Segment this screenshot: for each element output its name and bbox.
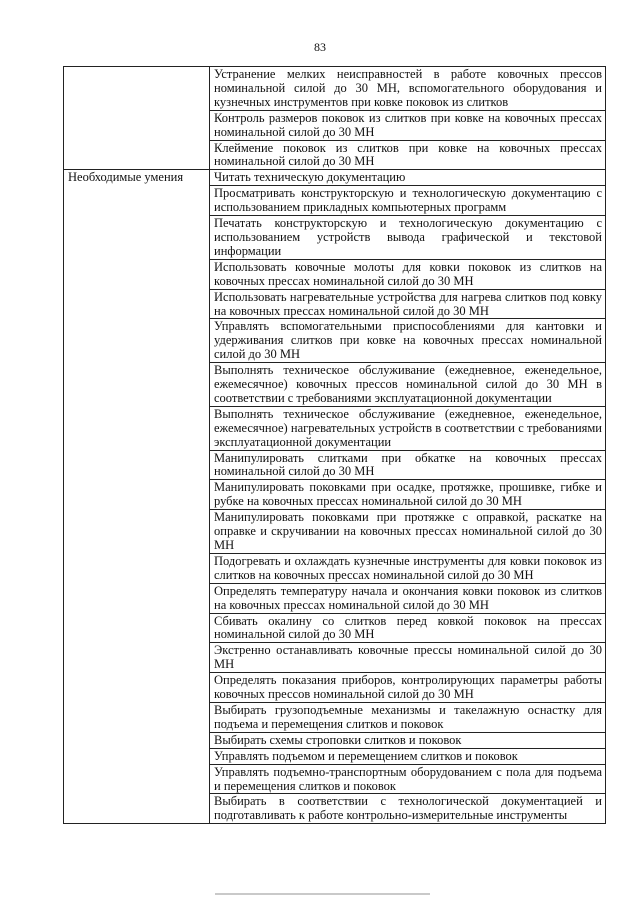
row-label-cell xyxy=(64,732,210,748)
row-text-cell: Использовать нагревательные устройства для нагрева слитков под ковку на ковочных прессах номинальной силой до 30 МН xyxy=(210,289,606,319)
table-row xyxy=(64,748,606,764)
table-row xyxy=(64,702,606,732)
table-row xyxy=(64,319,606,363)
row-text-cell: Выполнять техническое обслуживание (ежедневное, еженедельное, ежемесячное) ковочных прессов номинальной силой до 30 МН в соответствии с требованиями эксплуатационной документации xyxy=(210,363,606,407)
table-row xyxy=(64,110,606,140)
page-number: 83 xyxy=(314,40,326,54)
row-text-cell: Выбирать грузоподъемные механизмы и такелажную оснастку для подъема и перемещения слитков и поковок xyxy=(210,702,606,732)
row-label-cell: Необходимые умения xyxy=(64,170,210,186)
table-row xyxy=(64,67,606,111)
row-text-cell: Определять показания приборов, контролирующих параметры работы ковочных прессов номинальной силой до 30 МН xyxy=(210,673,606,703)
table-row xyxy=(64,140,606,170)
row-text-cell: Читать техническую документацию xyxy=(210,170,606,186)
row-label-cell xyxy=(64,613,210,643)
row-label-cell xyxy=(64,764,210,794)
row-label-cell xyxy=(64,794,210,824)
table-row xyxy=(64,613,606,643)
table-row xyxy=(64,363,606,407)
row-text-cell: Устранение мелких неисправностей в работе ковочных прессов номинальной силой до 30 МН, вспомогательного оборудования и кузнечных инструментов при ковке поковок из слитков xyxy=(210,67,606,111)
table-row xyxy=(64,450,606,480)
scan-edge-mark xyxy=(215,893,430,895)
row-label-cell xyxy=(64,186,210,216)
row-text-cell: Просматривать конструкторскую и технологическую документацию с использованием прикладных компьютерных программ xyxy=(210,186,606,216)
table-row xyxy=(64,732,606,748)
table-row xyxy=(64,583,606,613)
row-text-cell: Сбивать окалину со слитков перед ковкой поковок на прессах номинальной силой до 30 МН xyxy=(210,613,606,643)
row-text-cell: Выполнять техническое обслуживание (ежедневное, еженедельное, ежемесячное) нагревательных устройств в соответствии с требованиями эксплуатационной документации xyxy=(210,406,606,450)
row-text-cell: Экстренно останавливать ковочные прессы номинальной силой до 30 МН xyxy=(210,643,606,673)
row-label-cell xyxy=(64,406,210,450)
row-label-cell xyxy=(64,480,210,510)
table-row xyxy=(64,643,606,673)
row-label-cell xyxy=(64,553,210,583)
table-row xyxy=(64,794,606,824)
table-row xyxy=(64,764,606,794)
row-text-cell: Подогревать и охлаждать кузнечные инструменты для ковки поковок из слитков на ковочных прессах номинальной силой до 30 МН xyxy=(210,553,606,583)
row-text-cell: Определять температуру начала и окончания ковки поковок из слитков на ковочных прессах номинальной силой до 30 МН xyxy=(210,583,606,613)
competency-table xyxy=(63,66,606,824)
row-label-cell xyxy=(64,216,210,260)
row-label-cell xyxy=(64,673,210,703)
row-text-cell: Выбирать схемы строповки слитков и поковок xyxy=(210,732,606,748)
row-label-cell xyxy=(64,259,210,289)
row-label-cell xyxy=(64,140,210,170)
row-text-cell: Управлять подъемом и перемещением слитков и поковок xyxy=(210,748,606,764)
table-row xyxy=(64,480,606,510)
table-row xyxy=(64,553,606,583)
table-row xyxy=(64,406,606,450)
row-label-cell xyxy=(64,67,210,111)
table-row xyxy=(64,289,606,319)
row-label-cell xyxy=(64,583,210,613)
table-row xyxy=(64,673,606,703)
row-label-cell xyxy=(64,363,210,407)
table-body xyxy=(64,67,606,824)
row-text-cell: Манипулировать поковками при осадке, протяжке, прошивке, гибке и рубке на ковочных прессах номинальной силой до 30 МН xyxy=(210,480,606,510)
row-text-cell: Выбирать в соответствии с технологической документацией и подготавливать к работе контрольно-измерительные инструменты xyxy=(210,794,606,824)
row-label-cell xyxy=(64,289,210,319)
row-text-cell: Клеймение поковок из слитков при ковке на ковочных прессах номинальной силой до 30 МН xyxy=(210,140,606,170)
row-text-cell: Манипулировать поковками при протяжке с оправкой, раскатке на оправке и скручивании на ковочных прессах номинальной силой до 30 МН xyxy=(210,510,606,554)
table-row xyxy=(64,510,606,554)
table-row xyxy=(64,170,606,186)
row-text-cell: Использовать ковочные молоты для ковки поковок из слитков на ковочных прессах номинальной силой до 30 МН xyxy=(210,259,606,289)
table-row xyxy=(64,259,606,289)
row-label-cell xyxy=(64,748,210,764)
table-row xyxy=(64,216,606,260)
row-text-cell: Манипулировать слитками при обкатке на ковочных прессах номинальной силой до 30 МН xyxy=(210,450,606,480)
row-text-cell: Управлять подъемно-транспортным оборудованием с пола для подъема и перемещения слитков и поковок xyxy=(210,764,606,794)
row-text-cell: Управлять вспомогательными приспособлениями для кантовки и удерживания слитков при ковке на ковочных прессах номинальной силой до 30 МН xyxy=(210,319,606,363)
row-label-cell xyxy=(64,110,210,140)
row-text-cell: Контроль размеров поковок из слитков при ковке на ковочных прессах номинальной силой до 30 МН xyxy=(210,110,606,140)
row-label-cell xyxy=(64,702,210,732)
row-label-cell xyxy=(64,510,210,554)
row-label-cell xyxy=(64,319,210,363)
row-label-cell xyxy=(64,450,210,480)
row-label-cell xyxy=(64,643,210,673)
table-row xyxy=(64,186,606,216)
row-text-cell: Печатать конструкторскую и технологическую документацию с использованием устройств вывода графической и текстовой информации xyxy=(210,216,606,260)
